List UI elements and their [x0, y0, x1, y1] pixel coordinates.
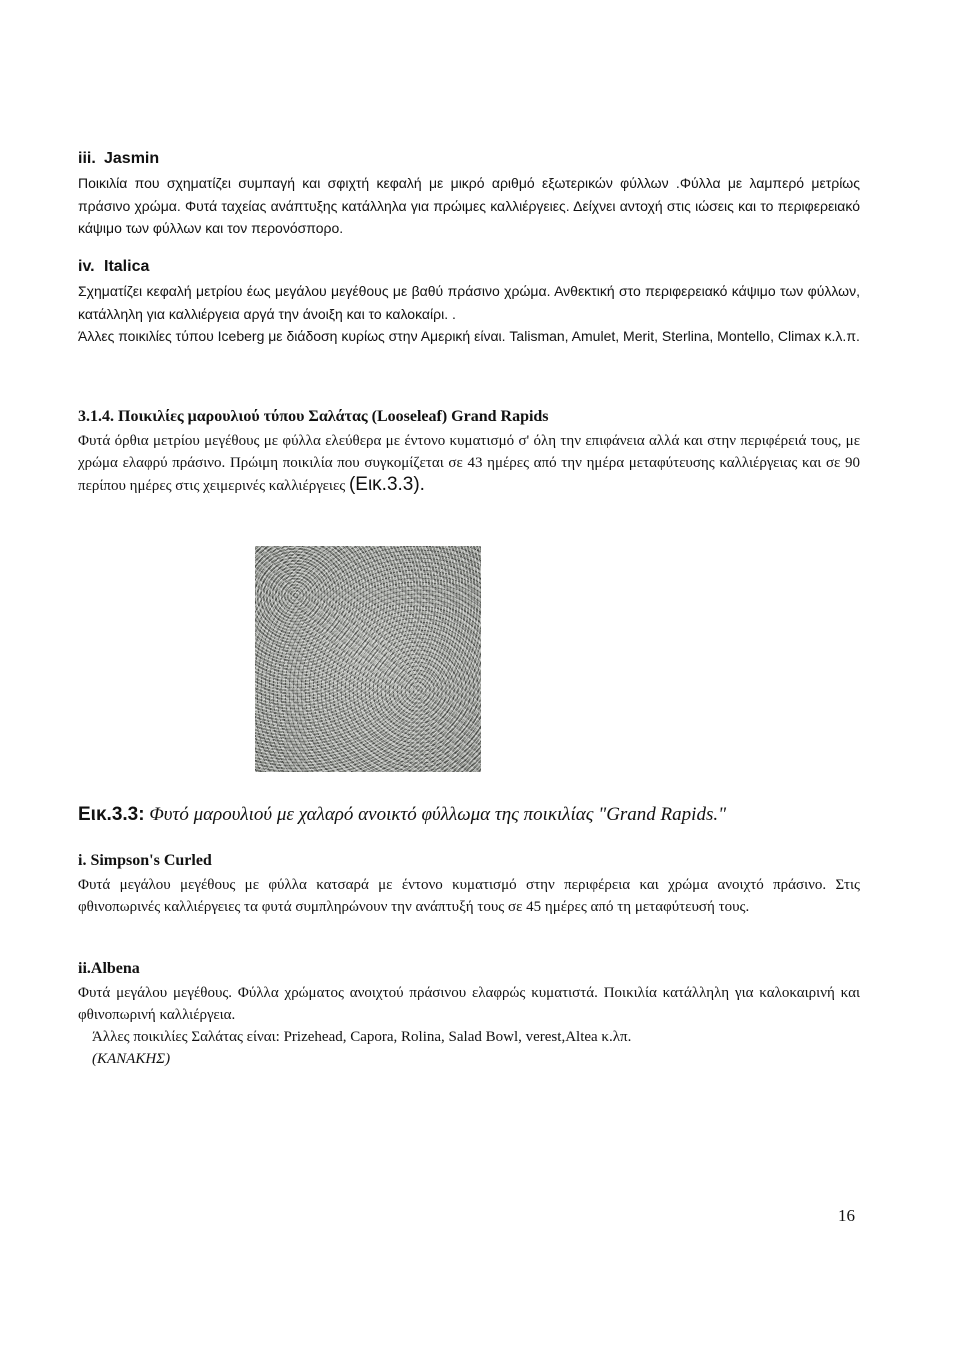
section-looseleaf — [78, 408, 860, 497]
paragraph-italica-2: Άλλες ποικιλίες τύπου Iceberg με διάδοση κυρίως στην Αμερική είναι. Talisman, Amulet, Merit, Sterlina, Montello, Climax κ.λ.π. — [78, 328, 860, 344]
paragraph-other-varieties: Άλλες ποικιλίες Σαλάτας είναι: Prizehead, Capora, Rolina, Salad Bowl, verest,Altea κ.λπ. — [92, 1029, 632, 1045]
paragraph-jasmin: Ποικιλία που σχηματίζει συμπαγή και σφιχτή κεφαλή με μικρό αριθμό εξωτερικών φύλλων .Φύλλα με λαμπερό μετρίως πράσινο χρώμα. Φυτά ταχείας ανάπτυξης κατάλληλα για πρώιμες καλλιέργειες. Δείχνει αντοχή στις ιώσεις και το περιφερειακό κάψιμο των φύλλων και τον περονόσπορο. — [78, 175, 860, 236]
caption-label: Εικ.3.3: — [78, 804, 145, 825]
paragraph-looseleaf-text: Φυτά όρθια μετρίου μεγέθους με φύλλα ελεύθερα με έντονο κυματισμό σ' όλη την επιφάνεια αλλά και στην περιφέρειά τους, με χρώμα ελαφρύ πράσινο. Πρώιμη ποικιλία που συγκομίζεται σε 43 ημέρες από την ημέρα μεταφύτευσης καλλιέργειας και σε 90 περίπου ημέρες στις χειμερινές καλλιέργειες — [78, 433, 860, 494]
figure-reference: (Εικ.3.3). — [348, 474, 425, 495]
section-italica — [78, 258, 860, 348]
heading-looseleaf: 3.1.4. Ποικιλίες μαρουλιού τύπου Σαλάτας (Looseleaf) Grand Rapids — [78, 408, 549, 425]
paragraph-looseleaf — [78, 430, 860, 497]
paragraph-simpsons-curled: Φυτά μεγάλου μεγέθους με φύλλα κατσαρά με έντονο κυματισμό στην περιφέρεια και χρώμα ανοιχτό πράσινο. Στις φθινοπωρινές καλλιέργειες τα φυτά συμπληρώνουν την ανάπτυξή τους σε 45 ημέρες από τη μεταφύτευσή τους. — [78, 877, 860, 915]
paragraph-italica-1: Σχηματίζει κεφαλή μετρίου έως μεγάλου μεγέθους με βαθύ πράσινο χρώμα. Ανθεκτική στο περιφερειακό κάψιμο των φύλλων, κατάλληλη για καλλιέργεια αργά την άνοιξη και το καλοκαίρι. . — [78, 283, 860, 322]
heading-jasmin — [78, 150, 860, 168]
heading-numeral: iv. — [78, 258, 95, 275]
heading-numeral: iii. — [78, 150, 96, 167]
heading-name: Jasmin — [104, 150, 160, 167]
author-reference: (ΚΑΝΑΚΗΣ) — [92, 1051, 171, 1067]
heading-name: Albena — [90, 960, 140, 977]
heading-simpsons-curled — [78, 852, 860, 870]
heading-italica — [78, 258, 860, 276]
caption-text: Φυτό μαρουλιού με χαλαρό ανοικτό φύλλωμα της ποικιλίας "Grand Rapids." — [149, 804, 727, 825]
heading-name: Italica — [104, 258, 150, 275]
section-albena — [78, 960, 860, 1070]
page-number: 16 — [838, 1206, 855, 1225]
figure-caption — [78, 804, 878, 826]
heading-numeral: i. — [78, 852, 87, 869]
section-simpsons-curled — [78, 852, 860, 918]
lettuce-photo — [255, 546, 481, 772]
heading-name: Simpson's Curled — [90, 852, 212, 869]
heading-numeral: ii. — [78, 960, 91, 977]
paragraph-albena: Φυτά μεγάλου μεγέθους. Φύλλα χρώματος ανοιχτού πράσινου ελαφρώς κυματιστά. Ποικιλία κατάλληλη για καλοκαιρινή και φθινοπωρινή καλλιέργεια. — [78, 985, 860, 1023]
heading-albena — [78, 960, 860, 978]
section-jasmin — [78, 150, 860, 240]
